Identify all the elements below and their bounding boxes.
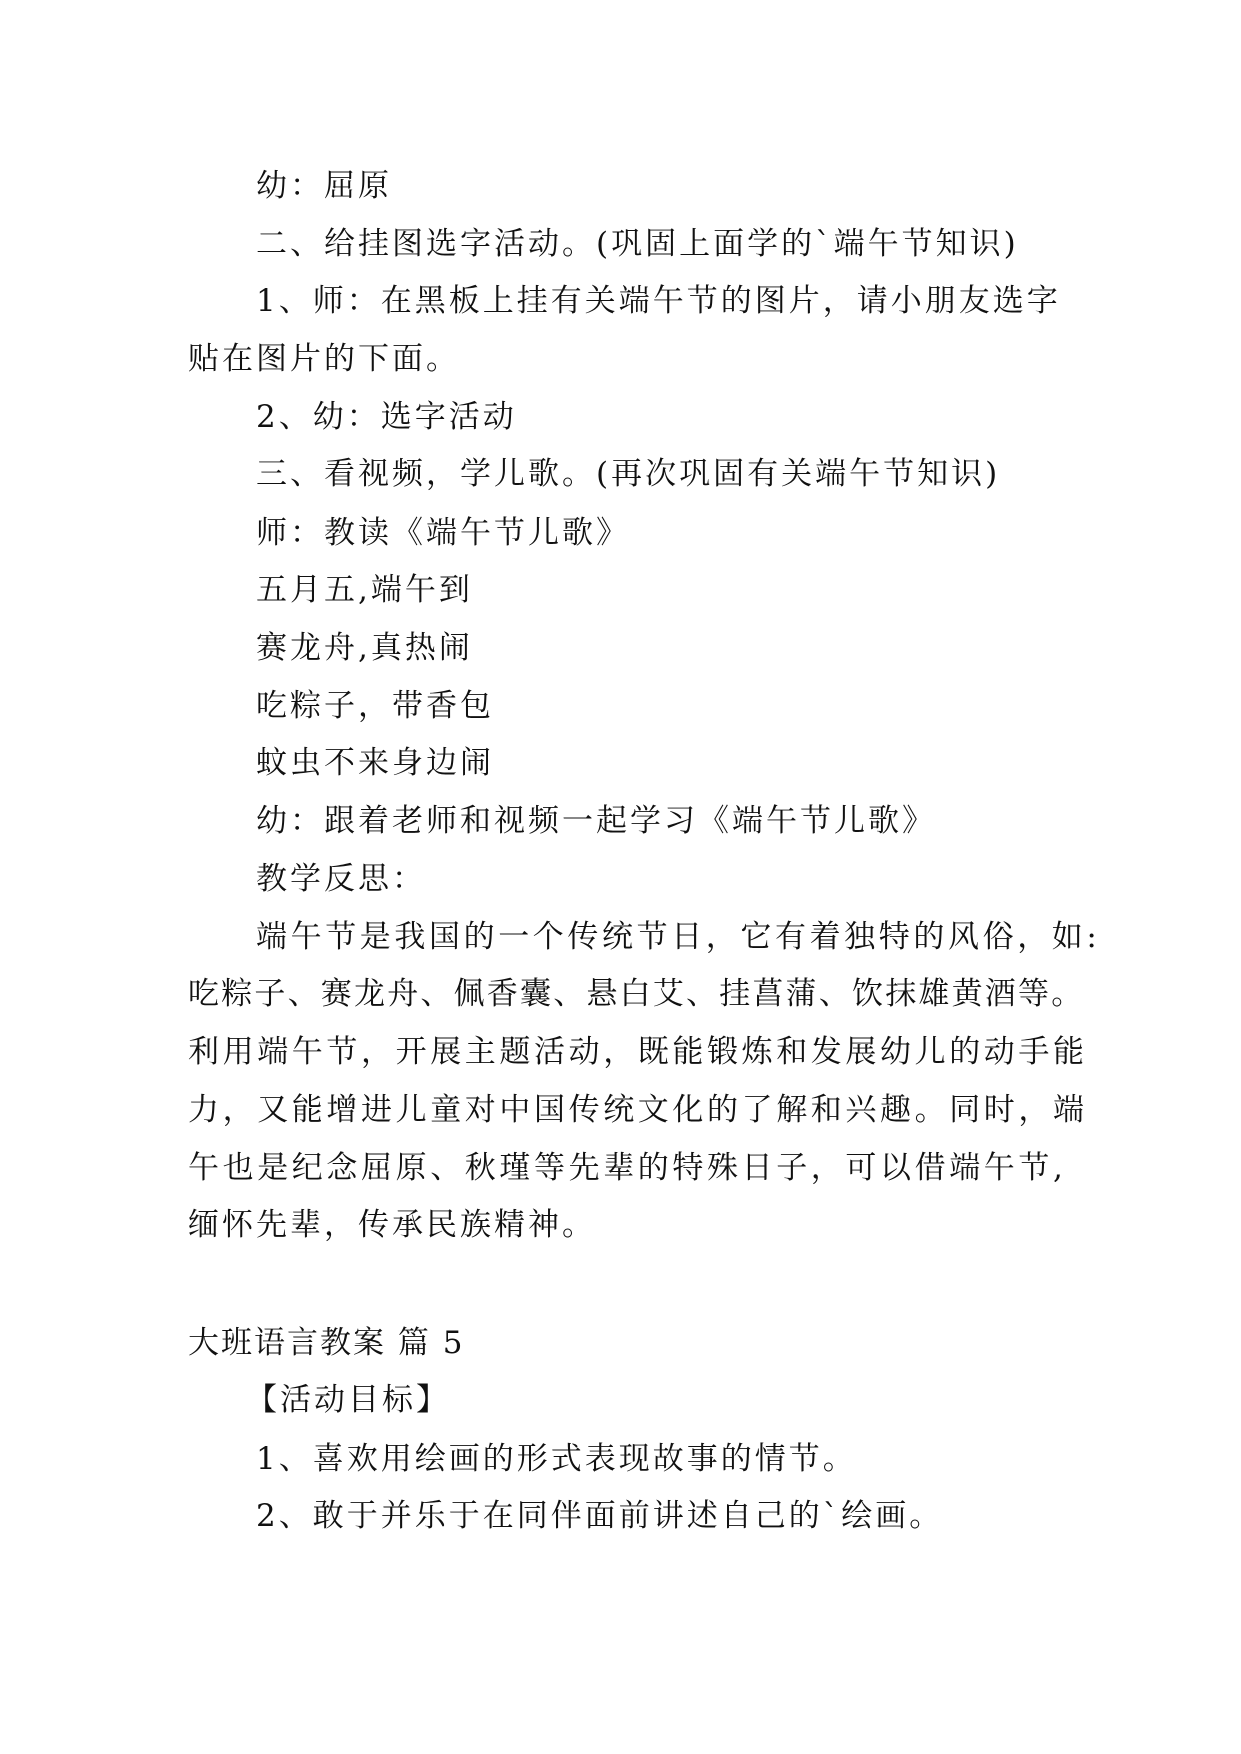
text-line: 2、敢于并乐于在同伴面前讲述自己的`绘画。 <box>256 1498 944 1534</box>
text-line: 1、喜欢用绘画的形式表现故事的情节。 <box>256 1441 857 1477</box>
text-line: 师：教读《端午节儿歌》 <box>256 515 630 551</box>
text-line: 吃粽子、赛龙舟、佩香囊、悬白艾、挂菖蒲、饮抹雄黄酒等。 <box>188 976 1085 1012</box>
text-line: 蚊虫不来身边闹 <box>256 745 494 781</box>
text-line: 力，又能增进儿童对中国传统文化的了解和兴趣。同时，端 <box>188 1092 1088 1128</box>
text-line: 【活动目标】 <box>246 1382 450 1418</box>
text-line: 赛龙舟,真热闹 <box>256 630 473 666</box>
section-title: 大班语言教案 篇 5 <box>188 1325 465 1361</box>
text-line: 教学反思： <box>256 861 426 897</box>
text-line: 吃粽子，带香包 <box>256 688 494 724</box>
text-line: 贴在图片的下面。 <box>188 341 460 377</box>
text-line: 利用端午节，开展主题活动，既能锻炼和发展幼儿的动手能 <box>188 1034 1088 1070</box>
text-line: 三、看视频，学儿歌。(再次巩固有关端午节知识) <box>256 456 1001 492</box>
text-line: 午也是纪念屈原、秋瑾等先辈的特殊日子，可以借端午节, <box>188 1150 1067 1186</box>
text-line: 五月五,端午到 <box>256 572 473 608</box>
text-line: 二、给挂图选字活动。(巩固上面学的`端午节知识) <box>256 226 1019 262</box>
text-line: 端午节是我国的一个传统节日，它有着独特的风俗，如: <box>256 919 1101 955</box>
text-line: 幼：跟着老师和视频一起学习《端午节儿歌》 <box>256 803 936 839</box>
text-line: 1、师：在黑板上挂有关端午节的图片，请小朋友选字 <box>256 283 1061 319</box>
text-line: 2、幼：选字活动 <box>256 399 517 435</box>
text-line: 幼：屈原 <box>256 168 392 204</box>
text-line: 缅怀先辈，传承民族精神。 <box>188 1207 596 1243</box>
